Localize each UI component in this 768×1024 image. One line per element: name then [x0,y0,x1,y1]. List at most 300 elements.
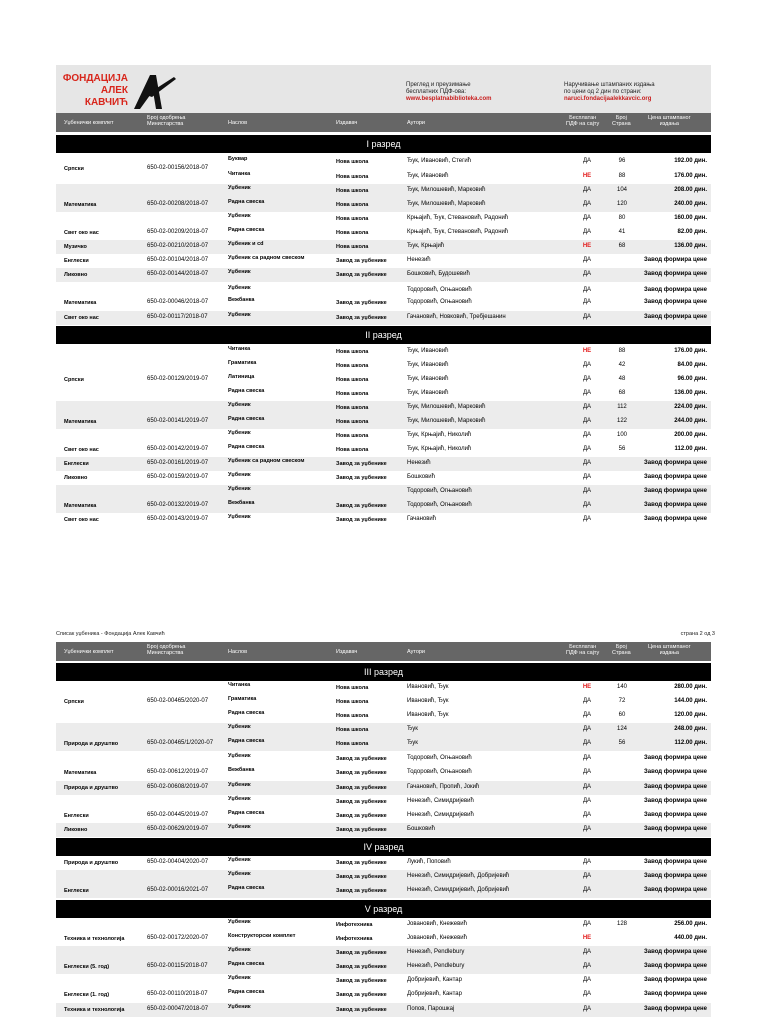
price-cell: Завод формира цене [644,977,707,983]
subject-cell: Свет око нас [64,517,99,523]
table-row [56,823,711,837]
table-row [56,709,711,723]
pdf-available-cell: ДА [582,755,592,761]
approval-number-cell: 650-02-00117/2018-07 [147,314,208,320]
subject-cell: Енглески [64,461,89,467]
authors-cell: Ђук [407,740,418,746]
price-cell: Завод формира цене [644,516,707,522]
subject-cell: Ликовно [64,475,88,481]
title-cell: Уџбеник [228,857,251,863]
table-row [56,809,711,823]
table-row [56,457,711,471]
publisher-cell: Завод за уџбенике [336,860,387,866]
authors-cell: Попов, Парошкај [407,1006,455,1012]
pdf-available-cell: ДА [582,460,592,466]
table-row [56,311,711,325]
title-cell: Радна свеска [228,885,265,891]
pdf-available-cell: ДА [582,404,592,410]
pdf-available-cell: ДА [582,784,592,790]
publisher-cell: Завод за уџбенике [336,799,387,805]
pdf-available-cell: ДА [582,949,592,955]
promo-download: Преглед и преузимање бесплатних ПДФ-ова: www.besplatnabiblioteka.com [406,82,492,102]
page-count-cell: 128 [616,921,627,927]
authors-cell: Крњајић, Ђук, Стевановић, Радонић [407,215,509,221]
pdf-available-cell: ДА [582,362,592,368]
approval-number-cell: 650-02-00142/2019-07 [147,446,209,452]
subject-cell: Ликовно [64,827,88,833]
price-cell: Завод формира цене [644,859,707,865]
price-cell: 136.00 дин. [674,390,707,396]
authors-cell: Тодоровић, Огњановић [407,488,472,494]
page-count-cell: 80 [618,215,626,221]
table-row [56,681,711,695]
table-row [56,240,711,254]
page-count-cell: 56 [618,446,626,452]
table-row [56,429,711,443]
page-count-cell: 88 [618,348,626,354]
authors-cell: Ненезић, Симидријевић, Добријевић [407,873,510,879]
pdf-available-cell: ДА [582,271,592,277]
price-cell: Завод формира цене [644,755,707,761]
authors-cell: Добријевић, Кантар [407,977,462,983]
approval-number-cell: 650-02-00144/2018-07 [147,271,209,277]
price-cell: 112.00 дин. [674,446,707,452]
authors-cell: Тодоровић, Огњановић [407,287,472,293]
title-cell: Уџбеник [228,753,251,759]
price-cell: Завод формира цене [644,287,707,293]
title-cell: Читанка [228,682,251,688]
price-cell: 440.00 дин. [674,935,707,941]
authors-cell: Бошковић [407,826,435,832]
publisher-cell: Нова школа [336,685,369,691]
approval-number-cell: 650-02-00629/2019-07 [147,826,209,832]
title-cell: Уџбеник [228,402,251,408]
title-cell: Радна свеска [228,738,265,744]
authors-cell: Ненезић [407,460,431,466]
table-row [56,781,711,795]
publisher-cell: Завод за уџбенике [336,978,387,984]
table-row [56,198,711,212]
pdf-available-cell: ДА [582,712,592,718]
pdf-available-cell: ДА [582,826,592,832]
table-row [56,870,711,884]
authors-cell: Тодоровић, Огњановић [407,755,472,761]
price-cell: 144.00 дин. [674,698,707,704]
price-cell: 160.00 дин. [674,215,707,221]
price-cell: Завод формира цене [644,460,707,466]
price-cell: Завод формира цене [644,502,707,508]
publisher-cell: Нова школа [336,741,369,747]
approval-number-cell: 650-02-00104/2018-07 [147,257,209,263]
subject-cell: Ликовно [64,272,88,278]
publisher-cell: Нова школа [336,377,369,383]
title-cell: Уџбеник [228,947,251,953]
price-cell: 248.00 дин. [674,726,707,732]
pdf-available-cell: ДА [582,215,592,221]
footer-page: страна 2 од 3 [680,631,715,637]
table-row [56,485,711,499]
approval-number-cell: 650-02-00129/2019-07 [147,376,209,382]
foundation-logo-text: ФОНДАЦИЈА АЛЕК КАВЧИЋ [62,73,128,108]
price-cell: Завод формира цене [644,784,707,790]
title-cell: Читанка [228,346,251,352]
title-cell: Вежбанка [228,767,255,773]
page-count-cell: 42 [618,362,626,368]
price-cell: 96.00 дин. [677,376,707,382]
title-cell: Уџбеник [228,824,251,830]
authors-cell: Ђук, Ивановић [407,173,449,179]
title-cell: Уџбеник [228,312,251,318]
pdf-available-cell: ДА [582,740,592,746]
authors-cell: Ђук, Милошевић, Марковић [407,418,486,424]
pdf-available-cell: ДА [582,376,592,382]
pdf-available-cell: НЕ [582,348,592,354]
promo-order: Наручивање штампаних издања по цени од 2 дин по страни: naruci.fondacijaalekkavcic.org [564,82,655,102]
authors-cell: Ђук, Милошевић, Марковић [407,201,486,207]
grade-heading: III разред [56,663,711,681]
pdf-available-cell: ДА [582,1006,592,1012]
price-cell: Завод формира цене [644,271,707,277]
pdf-available-cell: ДА [582,299,592,305]
publisher-cell: Нова школа [336,727,369,733]
title-cell: Уџбеник [228,1004,251,1010]
title-cell: Граматика [228,360,257,366]
pdf-available-cell: ДА [582,963,592,969]
approval-number-cell: 650-02-00612/2019-07 [147,769,209,775]
publisher-cell: Завод за уџбенике [336,1007,387,1013]
table-row [56,254,711,268]
price-cell: 112.00 дин. [674,740,707,746]
title-cell: Уџбеник [228,796,251,802]
page-count-cell: 140 [616,684,627,690]
subject-cell: Енглески (5. год) [64,964,110,970]
page-count-cell: 60 [618,712,626,718]
subject-cell: Математика [64,770,97,776]
table-row [56,974,711,988]
footer-left: Списак уџбеника - Фондација Алек Кавчић [56,631,165,637]
title-cell: Уџбеник [228,185,251,191]
pdf-available-cell: НЕ [582,935,592,941]
table-row [56,960,711,974]
column-header: Уџбенички комплет Број одобрења Министарства Наслов Издавач Аутори Бесплатан ПДФ на сајту Број Страна Цена штампаног издања [56,113,711,132]
page-count-cell: 48 [618,376,626,382]
download-link[interactable]: www.besplatnabiblioteka.com [406,96,492,102]
grade-heading: I разред [56,135,711,153]
page-count-cell: 72 [618,698,626,704]
table-row [56,884,711,898]
pdf-available-cell: ДА [582,488,592,494]
title-cell: Уџбеник [228,213,251,219]
table-row [56,752,711,766]
authors-cell: Лукић, Поповић [407,859,451,865]
publisher-cell: Завод за уџбенике [336,258,387,264]
title-cell: Читанка [228,171,251,177]
approval-number-cell: 650-02-00210/2018-07 [147,243,209,249]
table-row [56,212,711,226]
subject-cell: Природа и друштво [64,785,119,791]
publisher-cell: Завод за уџбенике [336,315,387,321]
table-row [56,170,711,184]
authors-cell: Ђук, Ивановић [407,348,449,354]
pdf-available-cell: ДА [582,516,592,522]
title-cell: Радна свеска [228,444,265,450]
table-row [56,513,711,527]
publisher-cell: Нова школа [336,433,369,439]
title-cell: Радна свеска [228,810,265,816]
publisher-cell: Завод за уџбенике [336,785,387,791]
document-header [56,65,711,113]
authors-cell: Ђук, Ивановић [407,376,449,382]
price-cell: 208.00 дин. [674,187,707,193]
price-cell: 192.00 дин. [674,158,707,164]
pdf-available-cell: ДА [582,474,592,480]
pdf-available-cell: ДА [582,502,592,508]
table-row [56,723,711,737]
price-cell: 84.00 дин. [677,362,707,368]
pdf-available-cell: НЕ [582,173,592,179]
authors-cell: Добријевић, Кантар [407,991,462,997]
table-row [56,795,711,809]
publisher-cell: Завод за уџбенике [336,950,387,956]
approval-number-cell: 650-02-00465/1/2020-07 [147,740,214,746]
title-cell: Уџбеник [228,724,251,730]
price-cell: 176.00 дин. [674,173,707,179]
publisher-cell: Инфотехника [336,922,373,928]
column-header: Уџбенички комплет Број одобрења Министарства Наслов Издавач Аутори Бесплатан ПДФ на сајту Број Страна Цена штампаног издања [56,642,711,661]
title-cell: Уџбеник [228,269,251,275]
publisher-cell: Завод за уџбенике [336,517,387,523]
publisher-cell: Завод за уџбенике [336,964,387,970]
table-row [56,695,711,709]
price-cell: Завод формира цене [644,1006,707,1012]
pdf-available-cell: ДА [582,921,592,927]
title-cell: Уџбеник [228,486,251,492]
publisher-cell: Завод за уџбенике [336,770,387,776]
title-cell: Граматика [228,696,257,702]
pdf-available-cell: ДА [582,390,592,396]
title-cell: Латиница [228,374,255,380]
grade-heading: II разред [56,326,711,344]
title-cell: Буквар [228,156,248,162]
approval-number-cell: 650-02-00404/2020-07 [147,859,209,865]
table-row [56,737,711,751]
foundation-logo-icon [132,73,176,111]
table-row [56,766,711,780]
table-row [56,988,711,1002]
publisher-cell: Нова школа [336,391,369,397]
page-count-cell: 41 [618,229,626,235]
publisher-cell: Нова школа [336,405,369,411]
subject-cell: Математика [64,419,97,425]
price-cell: Завод формира цене [644,299,707,305]
approval-number-cell: 650-02-00110/2018-07 [147,991,208,997]
authors-cell: Ђук, Крњајић [407,243,445,249]
authors-cell: Ивановић, Ђук [407,684,449,690]
subject-cell: Српски [64,377,84,383]
authors-cell: Ненезић, Симидријевић [407,798,474,804]
approval-number-cell: 650-02-00115/2018-07 [147,963,208,969]
pdf-available-cell: ДА [582,769,592,775]
publisher-cell: Нова школа [336,244,369,250]
table-row [56,499,711,513]
pdf-available-cell: ДА [582,187,592,193]
approval-number-cell: 650-02-00046/2018-07 [147,299,209,305]
authors-cell: Ђук, Крњајић, Николић [407,446,472,452]
page-count-cell: 112 [617,404,627,410]
subject-cell: Природа и друштво [64,860,119,866]
authors-cell: Ивановић, Ђук [407,698,449,704]
pdf-available-cell: ДА [582,859,592,865]
approval-number-cell: 650-02-00465/2020-07 [147,698,209,704]
publisher-cell: Нова школа [336,216,369,222]
authors-cell: Тодоровић, Огњановић [407,299,472,305]
title-cell: Радна свеска [228,227,265,233]
page-count-cell: 122 [616,418,627,424]
authors-cell: Јовановић, Кнежевић [407,921,467,927]
publisher-cell: Завод за уџбенике [336,300,387,306]
subject-cell: Енглески [64,813,89,819]
authors-cell: Јовановић, Кнежевић [407,935,467,941]
table-row [56,415,711,429]
authors-cell: Ненезић, Симидријевић [407,812,474,818]
subject-cell: Математика [64,503,97,509]
title-cell: Уџбеник [228,871,251,877]
authors-cell: Гачановић, Пропић, Јокић [407,784,480,790]
publisher-cell: Завод за уџбенике [336,888,387,894]
approval-number-cell: 650-02-00445/2019-07 [147,812,209,818]
publisher-cell: Нова школа [336,349,369,355]
publisher-cell: Завод за уџбенике [336,756,387,762]
pdf-available-cell: ДА [582,698,592,704]
table-row [56,946,711,960]
price-cell: Завод формира цене [644,798,707,804]
publisher-cell: Завод за уџбенике [336,874,387,880]
grade-heading: IV разред [56,838,711,856]
pdf-available-cell: ДА [582,873,592,879]
page-count-cell: 68 [618,243,626,249]
price-cell: 224.00 дин. [674,404,707,410]
authors-cell: Ненезић, Pendlebury [407,949,465,955]
title-cell: Радна свеска [228,710,265,716]
authors-cell: Гачановић [407,516,437,522]
subject-cell: Техника и технологија [64,1007,125,1013]
publisher-cell: Нова школа [336,419,369,425]
page-count-cell: 56 [618,740,626,746]
publisher-cell: Завод за уџбенике [336,461,387,467]
subject-cell: Српски [64,166,84,172]
publisher-cell: Завод за уџбенике [336,992,387,998]
title-cell: Уџбеник [228,514,251,520]
authors-cell: Ненезић [407,257,431,263]
approval-number-cell: 650-02-00159/2019-07 [147,474,209,480]
authors-cell: Гачановић, Новковић, Требјешанин [407,314,506,320]
authors-cell: Ненезић, Pendlebury [407,963,465,969]
subject-cell: Свет око нас [64,315,99,321]
title-cell: Радна свеска [228,961,265,967]
title-cell: Уџбеник [228,285,251,291]
table-row [56,345,711,359]
price-cell: Завод формира цене [644,257,707,263]
title-cell: Вежбанка [228,297,255,303]
pdf-available-cell: НЕ [582,243,592,249]
subject-cell: Математика [64,202,97,208]
authors-cell: Бошковић [407,474,435,480]
publisher-cell: Нова школа [336,447,369,453]
table-row [56,296,711,310]
publisher-cell: Нова школа [336,230,369,236]
title-cell: Радна свеска [228,989,265,995]
publisher-cell: Завод за уџбенике [336,503,387,509]
pdf-available-cell: ДА [582,977,592,983]
approval-number-cell: 650-02-00172/2020-07 [147,935,209,941]
table-row [56,268,711,282]
title-cell: Уџбеник [228,430,251,436]
pdf-available-cell: ДА [582,418,592,424]
table-row [56,359,711,373]
price-cell: 240.00 дин. [674,201,707,207]
title-cell: Уџбеник [228,919,251,925]
price-cell: Завод формира цене [644,812,707,818]
publisher-cell: Нова школа [336,363,369,369]
table-row [56,401,711,415]
price-cell: 200.00 дин. [674,432,707,438]
table-row [56,443,711,457]
table-row [56,918,711,932]
price-cell: Завод формира цене [644,314,707,320]
title-cell: Уџбеник са радном свеском [228,255,305,261]
table-row [56,471,711,485]
approval-number-cell: 650-02-00141/2019-07 [147,418,209,424]
title-cell: Уџбеник [228,782,251,788]
publisher-cell: Завод за уџбенике [336,827,387,833]
table-row [56,387,711,401]
price-cell: Завод формира цене [644,991,707,997]
subject-cell: Музичко [64,244,87,250]
price-cell: 176.00 дин. [674,348,707,354]
pdf-available-cell: ДА [582,158,592,164]
approval-number-cell: 650-02-00156/2018-07 [147,165,209,171]
subject-cell: Техника и технологија [64,936,125,942]
approval-number-cell: 650-02-00132/2019-07 [147,502,209,508]
price-cell: Завод формира цене [644,474,707,480]
subject-cell: Математика [64,300,97,306]
page-count-cell: 124 [616,726,627,732]
publisher-cell: Завод за уџбенике [336,272,387,278]
pdf-available-cell: ДА [582,446,592,452]
authors-cell: Ненезић, Симидријевић, Добријевић [407,887,510,893]
publisher-cell: Нова школа [336,159,369,165]
page-count-cell: 104 [616,187,627,193]
title-cell: Уџбеник [228,975,251,981]
title-cell: Уџбеник са радном свеском [228,458,305,464]
approval-number-cell: 650-02-00143/2019-07 [147,516,209,522]
approval-number-cell: 650-02-00047/2018-07 [147,1006,209,1012]
pdf-available-cell: НЕ [582,684,592,690]
authors-cell: Ђук, Ивановић [407,390,449,396]
publisher-cell: Инфотехника [336,936,373,942]
subject-cell: Енглески [64,888,89,894]
authors-cell: Бошковић, Будошевић [407,271,470,277]
publisher-cell: Завод за уџбенике [336,813,387,819]
subject-cell: Свет око нас [64,447,99,453]
authors-cell: Ђук, Крњајић, Николић [407,432,472,438]
price-cell: 280.00 дин. [674,684,707,690]
pdf-available-cell: ДА [582,229,592,235]
order-link[interactable]: naruci.fondacijaalekkavcic.org [564,96,652,102]
table-row [56,932,711,946]
page-count-cell: 88 [618,173,626,179]
price-cell: 120.00 дин. [674,712,707,718]
